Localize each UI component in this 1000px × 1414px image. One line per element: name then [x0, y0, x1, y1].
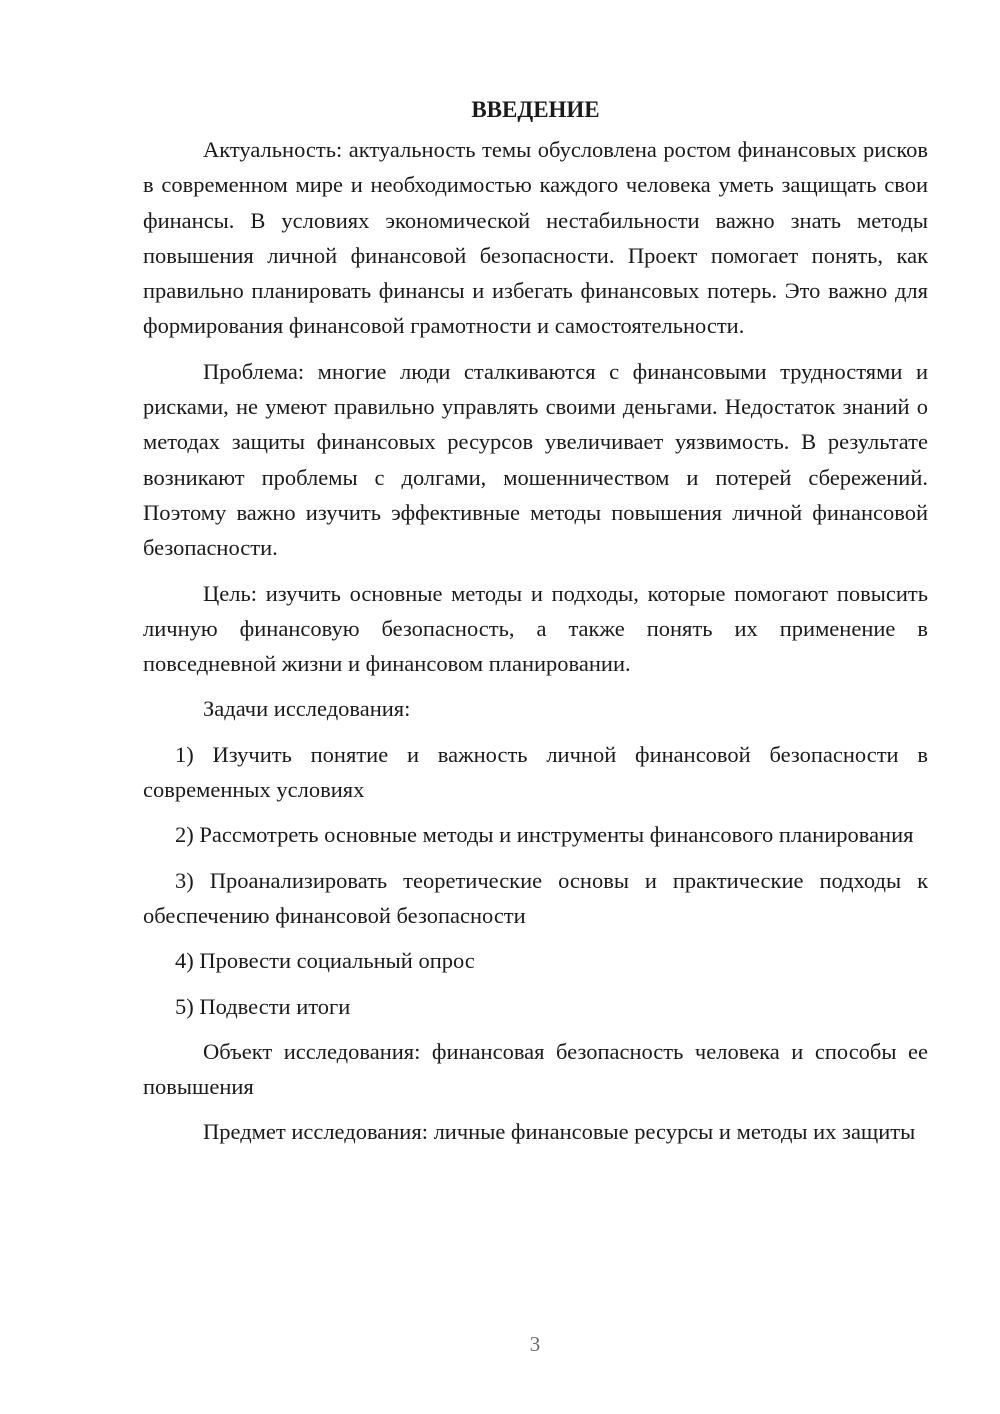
task-item-3: 3) Проанализировать теоретические основы и практические подходы к обеспечению финансовой безопасности: [143, 867, 928, 928]
paragraph-object: Объект исследования: финансовая безопасность человека и способы ее повышения: [143, 1038, 928, 1100]
task-item-1: 1) Изучить понятие и важность личной финансовой безопасности в современных условиях: [143, 741, 928, 803]
paragraph-goal: Цель: изучить основные методы и подходы, которые помогают повысить личную финансовую безопасность, а также понять их применение в повседневной жизни и финансовом планировании.: [143, 580, 928, 677]
paragraph-problem: Проблема: многие люди сталкиваются с финансовыми трудностями и рисками, не умеют правильно управлять своими деньгами. Недостаток знаний о методах защиты финансовых ресурсов увеличивает уязвимость. В результате возникают проблемы с долгами, мошенничеством и потерей сбережений. Поэтому важно изучить эффективные методы повышения личной финансовой безопасности.: [143, 358, 928, 561]
section-title: ВВЕДЕНИЕ: [471, 97, 600, 122]
document-page: [143, 92, 928, 1160]
paragraph-subject: Предмет исследования: личные финансовые ресурсы и методы их защиты: [203, 1119, 916, 1145]
task-item-2: 2) Рассмотреть основные методы и инструменты финансового планирования: [175, 822, 914, 848]
page-number: 3: [529, 1332, 541, 1356]
task-item-5: 5) Подвести итоги: [175, 993, 351, 1019]
task-item-4: 4) Провести социальный опрос: [175, 948, 475, 974]
tasks-heading: Задачи исследования:: [203, 696, 411, 722]
paragraph-relevance: Актуальность: актуальность темы обусловлена ростом финансовых рисков в современном мире и необходимостью каждого человека уметь защищать свои финансы. В условиях экономической нестабильности важно знать методы повышения личной финансовой безопасности. Проект помогает понять, как правильно планировать финансы и избегать финансовых потерь. Это важно для формирования финансовой грамотности и самостоятельности.: [143, 137, 928, 339]
